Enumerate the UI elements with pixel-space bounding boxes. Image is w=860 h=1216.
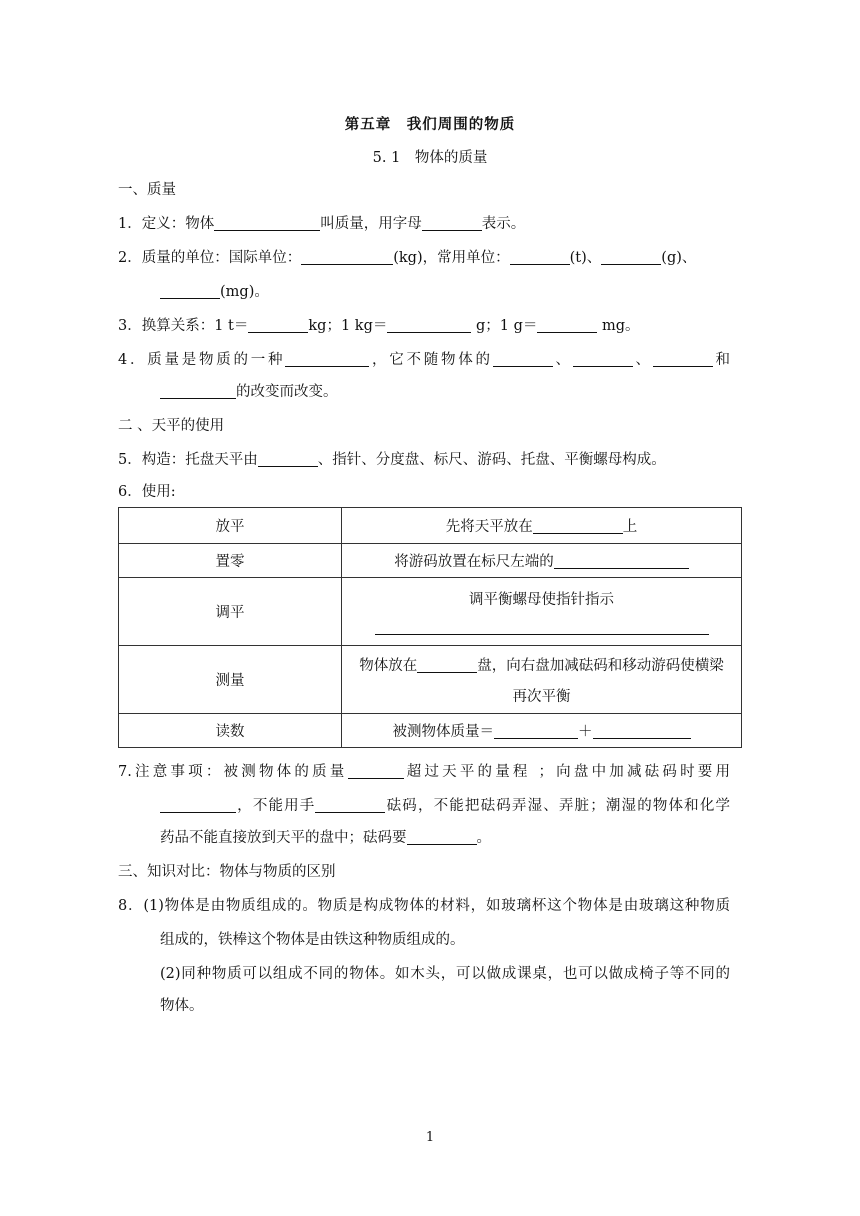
- answer-blank[interactable]: [160, 797, 236, 813]
- section-title: 5. 1 物体的质量: [372, 150, 488, 166]
- table-row-label: 放平: [119, 508, 342, 544]
- answer-blank[interactable]: [160, 383, 236, 399]
- answer-blank[interactable]: [160, 283, 220, 299]
- section-heading-comparison: 三、知识对比：物体与物质的区别: [118, 864, 336, 880]
- answer-blank[interactable]: [593, 723, 691, 739]
- table-row-content: 先将天平放在 上: [342, 508, 742, 544]
- answer-blank[interactable]: [573, 351, 633, 367]
- section-heading-mass: 一、质量: [118, 182, 176, 198]
- question-2: 2．质量的单位：国际单位： (kg)，常用单位： (t)、 (g)、: [118, 250, 697, 266]
- table-row-content: 被测物体质量＝ ＋: [342, 714, 742, 748]
- answer-blank[interactable]: [348, 763, 404, 779]
- table-row: [119, 578, 742, 646]
- table-row-label: 置零: [119, 544, 342, 578]
- table-row: [119, 544, 742, 578]
- table-row-content: 物体放在 盘，向右盘加减砝码和移动游码使横梁 再次平衡: [342, 646, 742, 714]
- question-2-continued: (mg)。: [160, 282, 269, 302]
- answer-blank[interactable]: [537, 317, 597, 333]
- question-8-line-4: 物体。: [160, 998, 204, 1014]
- table-row-content: 将游码放置在标尺左端的: [342, 544, 742, 578]
- answer-blank[interactable]: [315, 797, 385, 813]
- answer-blank[interactable]: [601, 249, 661, 265]
- answer-blank[interactable]: [285, 351, 369, 367]
- table-row-label: 测量: [119, 646, 342, 714]
- question-8-line-2: 组成的，铁棒这个物体是由铁这种物质组成的。: [160, 932, 465, 948]
- answer-blank[interactable]: [422, 215, 482, 231]
- answer-blank[interactable]: [494, 723, 578, 739]
- question-7: 7.注意事项：被测物体的质量 超过天平的量程 ；向盘中加减砝码时要用: [118, 764, 730, 780]
- answer-blank[interactable]: [248, 317, 308, 333]
- answer-blank[interactable]: [653, 351, 713, 367]
- question-8-line-1: 8．(1)物体是由物质组成的。物质是构成物体的材料，如玻璃杯这个物体是由玻璃这种物质: [118, 898, 730, 914]
- table-row-content: 调平衡螺母使指针指示: [342, 578, 742, 646]
- answer-blank[interactable]: [533, 518, 623, 534]
- answer-blank[interactable]: [258, 451, 318, 467]
- section-heading-balance: 二 、天平的使用: [118, 418, 225, 434]
- answer-blank[interactable]: [510, 249, 570, 265]
- table-row: [119, 646, 742, 714]
- table-row-label: 读数: [119, 714, 342, 748]
- table-row: [119, 714, 742, 748]
- question-3: 3．换算关系：1 t＝ kg；1 kg＝ g；1 g＝ mg。: [118, 318, 640, 334]
- question-8-line-3: (2)同种物质可以组成不同的物体。如木头，可以做成课桌，也可以做成椅子等不同的: [160, 966, 730, 982]
- answer-blank[interactable]: [375, 619, 709, 635]
- question-6: 6．使用:: [118, 484, 176, 500]
- chapter-title: 第五章 我们周围的物质: [344, 116, 516, 133]
- question-7-line-2: ，不能用手 砝码，不能把砝码弄湿、弄脏；潮湿的物体和化学: [160, 796, 730, 816]
- answer-blank[interactable]: [214, 215, 320, 231]
- table-row: [119, 508, 742, 544]
- answer-blank[interactable]: [387, 317, 471, 333]
- question-7-line-3: 药品不能直接放到天平的盘中；砝码要 。: [160, 830, 491, 846]
- question-5: 5．构造：托盘天平由 、指针、分度盘、标尺、游码、托盘、平衡螺母构成。: [118, 452, 666, 468]
- answer-blank[interactable]: [417, 657, 477, 673]
- answer-blank[interactable]: [301, 249, 393, 265]
- answer-blank[interactable]: [407, 829, 477, 845]
- question-4: 4．质量是物质的一种 ，它不随物体的 、 、 和: [118, 352, 731, 368]
- question-1: 1．定义：物体 叫质量，用字母 表示。: [118, 216, 526, 232]
- table-row-label: 调平: [119, 578, 342, 646]
- balance-usage-table: [118, 507, 742, 748]
- page-number: 1: [425, 1130, 435, 1145]
- answer-blank[interactable]: [493, 351, 553, 367]
- answer-blank[interactable]: [554, 553, 689, 569]
- question-4-continued: 的改变而改变。: [160, 382, 338, 402]
